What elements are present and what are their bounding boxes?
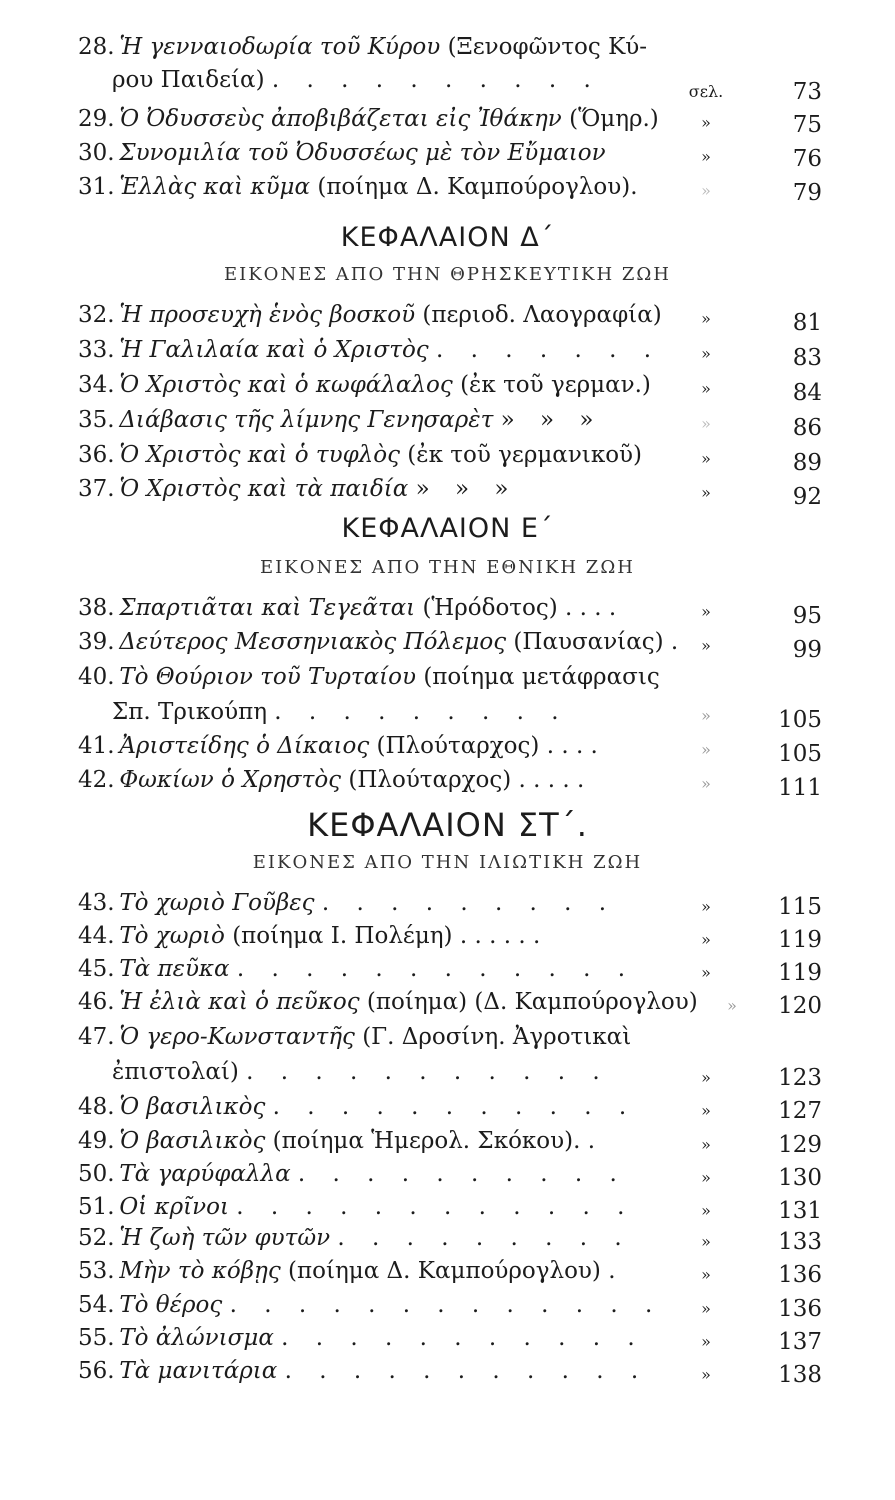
entry-title: Οἱ κρῖνοι [119,1194,229,1220]
page-number: 115 [778,894,822,920]
ditto-mark: » [701,930,711,949]
entry-number: 52. [78,1225,115,1251]
entry-title: Φωκίων ὁ Χρηστὸς [119,767,342,793]
entry-number: 33. [78,337,115,363]
continuation-text: ἐπιστολαί) [112,1059,239,1085]
ditto-mark: » [701,706,711,725]
ditto-mark: » [701,344,711,363]
entry-title: Ὁ Χριστὸς καὶ ὁ κωφάλαλος [119,372,453,398]
entry-title: Τὰ μανιτάρια [119,1358,278,1384]
entry-source: (Πλούταρχος) . . . . [376,733,598,759]
page-number: 79 [792,180,822,206]
page-number: 95 [792,603,822,629]
entry-title: Μὴν τὸ κόβῃς [119,1258,281,1284]
page-number: 136 [778,1262,822,1288]
entry-title: Ὁ Χριστὸς καὶ τὰ παιδία [119,476,409,502]
entry-number: 30. [78,140,115,166]
entry-number: 50. [78,1161,115,1187]
entry-source: (Παυσανίας) . [513,629,679,655]
ditto-mark: » [701,963,711,982]
page-number: 75 [792,112,822,138]
entry-title: Δεύτερος Μεσσηνιακὸς Πόλεμος [119,629,507,655]
entry-number: 47. [78,1024,115,1050]
ditto-mark: » [701,1299,711,1318]
entry-title: Τὸ θέρος [119,1292,223,1318]
ditto-mark: » [701,1135,711,1154]
entry-number: 38. [78,595,115,621]
entry-number: 29. [78,106,115,132]
entry-number: 35. [78,407,115,433]
ditto-mark: » [701,483,711,502]
entry-title: Ἡ προσευχὴ ἑνὸς βοσκοῦ [119,302,416,328]
page-number: 127 [778,1098,822,1124]
chapter-heading: ΚΕΦΑΛΑΙΟΝ ΣΤ΄. [307,806,588,844]
entry-title: Ὁ Ὀδυσσεὺς ἀποβιβάζεται εἰς Ἰθάκην [119,106,562,132]
entry-title: Τὸ χωριὸ [119,923,225,949]
entry-title: Ἡ ἐλιὰ καὶ ὁ πεῦκος [119,989,360,1015]
toc-entry-28-continuation [112,65,601,95]
page-number: 81 [792,310,822,336]
entry-number: 37. [78,476,115,502]
leader-dots: . . . . . . . . . . . . [236,1194,635,1220]
entry-number: 45. [78,956,115,982]
page-number: 111 [778,775,822,801]
entry-number: 48. [78,1094,115,1120]
chapter-subtitle: ΕΙΚΟΝΕΣ ΑΠΟ ΤΗΝ ΘΡΗΣΚΕΥΤΙΚΗ ΖΩΗ [223,264,671,285]
entry-title: Ὁ βασιλικὸς [119,1128,266,1154]
entry-title: Ἀριστείδης ὁ Δίκαιος [119,733,370,759]
ditto-mark: » [701,181,711,200]
page-number: 86 [792,415,822,441]
entry-source: (Γ. Δροσίνη. Ἀγροτικαὶ [362,1024,632,1050]
page-number: 89 [792,450,822,476]
ditto-mark: » [701,1068,711,1087]
entry-number: 44. [78,923,115,949]
entry-source: (ποίημα Δ. Καμπούρογλου) . [288,1258,616,1284]
page-number: 138 [778,1362,822,1388]
entry-title: Τὸ ἀλώνισμα [119,1325,274,1351]
entry-number: 28. [78,34,115,60]
leader-dots: . . . . . . . . . . [297,1161,627,1187]
page-number: 137 [778,1329,822,1355]
entry-source: (ποίημα Ἡμερολ. Σκόκου). . [272,1128,596,1154]
entry-title: Τὰ γαρύφαλλα [119,1161,291,1187]
ditto-mark: » [701,897,711,916]
chapter-heading: ΚΕΦΑΛΑΙΟΝ Ε΄ [341,513,554,544]
leader-dots: . . . . . . . [435,337,662,363]
ditto-mark: » [701,1201,711,1220]
leader-dots: . . . . . . . . . . . [281,1325,645,1351]
leader-dots: . . . . . . . . . . . . . [229,1292,663,1318]
toc-entry-47 [78,1022,838,1052]
entry-number: 34. [78,372,115,398]
ditto-mark: » [701,379,711,398]
leader-dots: . . . . . . . . . . . [272,1094,637,1120]
ditto-marks: » » » [415,476,509,502]
entry-number: 40. [78,664,115,690]
page-number: 76 [792,146,822,172]
page-number: 99 [792,637,822,663]
leader-dots: . . . . . . . . . . . [284,1358,649,1384]
ditto-mark: » [701,602,711,621]
entry-source: (Πλούταρχος) . . . . . [348,767,585,793]
continuation-text: Σπ. Τρικούπη [112,699,267,725]
entry-number: 46. [78,989,115,1015]
page-number: 84 [792,380,822,406]
page-number: 119 [778,960,822,986]
toc-entry-47-continuation [112,1057,610,1087]
page-number: 119 [778,927,822,953]
ditto-mark: » [701,1101,711,1120]
toc-entry-40 [78,662,838,692]
entry-number: 56. [78,1358,115,1384]
entry-source: (ἐκ τοῦ γερμανικοῦ) [407,442,643,468]
page-number: 105 [778,741,822,767]
entry-number: 41. [78,733,115,759]
entry-number: 39. [78,629,115,655]
ditto-mark: » [701,1365,711,1384]
entry-number: 49. [78,1128,115,1154]
page-number: 129 [778,1132,822,1158]
toc-entry-40-continuation [112,697,569,727]
entry-number: 42. [78,767,115,793]
page-number: 130 [778,1165,822,1191]
page-number: 123 [778,1065,822,1091]
ditto-mark: » [701,740,711,759]
leader-dots: . . . . . . . . . . . . [236,956,636,982]
leader-dots: . . . . . . . . . [274,699,569,725]
ditto-mark: » [701,1332,711,1351]
entry-title: Τὸ Θούριον τοῦ Τυρταίου [119,664,416,690]
entry-source: (ποίημα Ι. Πολέμη) . . . . . . [232,923,541,949]
chapter-heading: ΚΕΦΑΛΑΙΟΝ Δ΄ [340,222,555,253]
entry-source: (Ξενοφῶντος Κύ- [447,34,648,60]
chapter-subtitle: ΕΙΚΟΝΕΣ ΑΠΟ ΤΗΝ ΙΛΙΩΤΙΚΗ ΖΩΗ [252,852,643,873]
entry-title: Ὁ γερο-Κωνσταντῆς [119,1024,355,1050]
entry-number: 51. [78,1194,115,1220]
chapter-subtitle: ΕΙΚΟΝΕΣ ΑΠΟ ΤΗΝ ΕΘΝΙΚΗ ΖΩΗ [260,557,635,578]
entry-title: Ἡ ζωὴ τῶν φυτῶν [119,1225,331,1251]
ditto-mark: » [701,113,711,132]
ditto-mark: » [701,1265,711,1284]
ditto-mark: » [701,449,711,468]
entry-title: Ἑλλὰς καὶ κῦμα [119,174,311,200]
ditto-marks: » » » [500,407,594,433]
page-number: 83 [792,345,822,371]
leader-dots: . . . . . . . . . [337,1225,632,1251]
entry-source: (ποίημα μετάφρασις [423,664,660,690]
entry-number: 53. [78,1258,115,1284]
ditto-mark: » [701,147,711,166]
ditto-mark: » [727,996,737,1015]
entry-source: (περιοδ. Λαογραφία) [422,302,662,328]
page-number: 136 [778,1296,822,1322]
entry-number: 54. [78,1292,115,1318]
page-number: 120 [778,993,822,1019]
ditto-mark: » [701,309,711,328]
page-number: 133 [778,1229,822,1255]
entry-number: 32. [78,302,115,328]
entry-source: (ἐκ τοῦ γερμαν.) [460,372,651,398]
continuation-text: ρου Παιδεία) [112,67,265,93]
page-number: 131 [778,1198,822,1224]
entry-number: 36. [78,442,115,468]
entry-number: 43. [78,890,115,916]
ditto-mark: » [701,1168,711,1187]
entry-source: (Ὅμηρ.) [569,106,659,132]
entry-title: Τὸ χωριὸ Γοῦβες [119,890,315,916]
entry-title: Ἡ γενναιοδωρία τοῦ Κύρου [119,34,441,60]
leader-dots: . . . . . . . . . . . [246,1059,610,1085]
entry-title: Σπαρτιᾶται καὶ Τεγεᾶται [119,595,416,621]
entry-source: (ποίημα) (Δ. Καμπούρογλου) [366,989,698,1015]
entry-title: Ὁ Χριστὸς καὶ ὁ τυφλὸς [119,442,400,468]
entry-title: Τὰ πεῦκα [119,956,230,982]
entry-number: 31. [78,174,115,200]
entry-source: (ποίημα Δ. Καμπούρογλου). [317,174,638,200]
page-prefix: σελ. [688,82,724,101]
page-number: 73 [792,79,822,105]
entry-source: (Ἡρόδοτος) . . . . [422,595,617,621]
entry-title: Ὁ βασιλικὸς [119,1094,266,1120]
toc-entry-28 [78,32,838,62]
entry-title: Ἡ Γαλιλαία καὶ ὁ Χριστὸς [119,337,429,363]
page-number: 105 [778,707,822,733]
entry-number: 55. [78,1325,115,1351]
entry-title: Συνομιλία τοῦ Ὀδυσσέως μὲ τὸν Εὔμαιον [119,140,606,166]
ditto-mark: » [701,1232,711,1251]
ditto-mark: » [701,414,711,433]
leader-dots: . . . . . . . . . [321,890,617,916]
ditto-mark: » [701,774,711,793]
ditto-mark: » [701,636,711,655]
leader-dots: . . . . . . . . . . [271,67,601,93]
entry-title: Διάβασις τῆς λίμνης Γενησαρὲτ [119,407,494,433]
page-number: 92 [792,484,822,510]
